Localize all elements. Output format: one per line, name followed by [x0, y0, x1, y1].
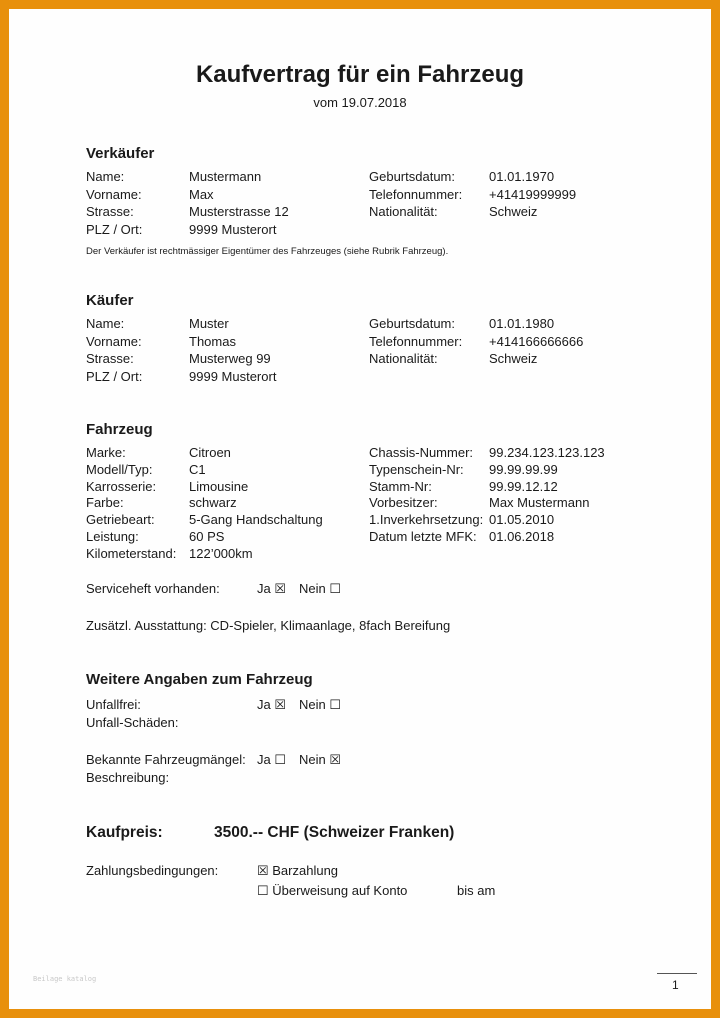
price-label: Kaufpreis:	[86, 824, 163, 841]
seller-heading: Verkäufer	[86, 145, 155, 162]
buyer-left-value: Musterweg 99	[189, 351, 271, 367]
vehicle-left-label: Farbe:	[86, 495, 124, 511]
vehicle-left-label: Karrosserie:	[86, 478, 157, 494]
payment-cash-checkbox[interactable]: ☒ Barzahlung	[257, 863, 339, 878]
price-value: 3500.-- CHF (Schweizer Franken)	[214, 824, 455, 841]
seller-right-label: Geburtsdatum:	[369, 169, 455, 184]
vehicle-left-label: Kilometerstand:	[86, 545, 177, 561]
vehicle-left-value: Limousine	[189, 478, 249, 494]
vehicle-right-value: 99.99.99.99	[489, 461, 558, 477]
buyer-left-label: Name:	[86, 316, 125, 331]
document-date: vom 19.07.2018	[313, 95, 407, 110]
vehicle-left-value: 60 PS	[189, 529, 225, 544]
vehicle-right-value: 99.99.12.12	[489, 478, 558, 494]
buyer-right-value: +414166666666	[489, 333, 584, 349]
seller-note: Der Verkäufer ist rechtmässiger Eigentümer des Fahrzeuges (siehe Rubrik Fahrzeug).	[86, 246, 449, 257]
seller-left-label: PLZ / Ort:	[86, 222, 143, 238]
buyer-right-value: Schweiz	[489, 351, 538, 367]
service-no-checkbox[interactable]: Nein ☐	[299, 581, 342, 596]
vehicle-right-label: Vorbesitzer:	[369, 495, 438, 511]
document-page	[9, 9, 711, 1009]
vehicle-right-value: 99.234.123.123.123	[489, 445, 605, 460]
seller-right-value: Schweiz	[489, 204, 538, 220]
page-number: 1	[672, 978, 679, 992]
footer-divider	[657, 973, 697, 974]
seller-left-value: Mustermann	[189, 169, 262, 184]
service-yes-checkbox[interactable]: Ja ☒	[257, 581, 286, 596]
vehicle-left-value: schwarz	[189, 495, 237, 511]
vehicle-left-label: Marke:	[86, 445, 126, 460]
payment-label: Zahlungsbedingungen:	[86, 863, 219, 878]
seller-left-value: 9999 Musterort	[189, 222, 277, 238]
buyer-right-label: Nationalität:	[369, 351, 438, 367]
seller-left-label: Strasse:	[86, 204, 134, 220]
extras-text: Zusätzl. Ausstattung: CD-Spieler, Klimaanlage, 8fach Bereifung	[86, 618, 451, 633]
vehicle-right-label: Stamm-Nr:	[369, 478, 432, 494]
seller-left-value: Max	[189, 186, 214, 202]
seller-left-value: Musterstrasse 12	[189, 204, 289, 220]
vehicle-heading: Fahrzeug	[86, 421, 153, 438]
more-heading: Weitere Angaben zum Fahrzeug	[86, 671, 313, 688]
defects-no-checkbox[interactable]: Nein ☒	[299, 752, 342, 767]
defects-yes-checkbox[interactable]: Ja ☐	[257, 752, 286, 767]
service-label: Serviceheft vorhanden:	[86, 581, 220, 596]
buyer-right-value: 01.01.1980	[489, 316, 555, 331]
vehicle-right-label: Chassis-Nummer:	[369, 445, 474, 460]
watermark-text: Beilage katalog	[33, 975, 97, 983]
buyer-left-label: Strasse:	[86, 351, 134, 367]
seller-right-label: Telefonnummer:	[369, 186, 463, 202]
vehicle-right-label: 1.Inverkehrsetzung:	[369, 512, 484, 528]
vehicle-right-value: Max Mustermann	[489, 495, 590, 511]
vehicle-left-label: Leistung:	[86, 529, 139, 544]
buyer-left-value: Thomas	[189, 333, 236, 349]
description-label: Beschreibung:	[86, 770, 170, 785]
defects-label: Bekannte Fahrzeugmängel:	[86, 752, 246, 767]
payment-until-label: bis am	[457, 883, 496, 898]
vehicle-left-value: 5-Gang Handschaltung	[189, 512, 323, 528]
document-title: Kaufvertrag für ein Fahrzeug	[195, 61, 525, 88]
vehicle-left-value: 122’000km	[189, 545, 253, 561]
seller-left-label: Name:	[86, 169, 125, 184]
buyer-left-label: Vorname:	[86, 333, 142, 349]
seller-right-value: 01.01.1970	[489, 169, 555, 184]
buyer-left-value: 9999 Musterort	[189, 369, 277, 385]
vehicle-right-label: Datum letzte MFK:	[369, 529, 477, 544]
payment-transfer-checkbox[interactable]: ☐ Überweisung auf Konto	[257, 883, 408, 898]
buyer-left-value: Muster	[189, 316, 229, 331]
vehicle-left-value: Citroen	[189, 445, 231, 460]
vehicle-right-label: Typenschein-Nr:	[369, 461, 464, 477]
accident-free-label: Unfallfrei:	[86, 697, 141, 712]
seller-right-label: Nationalität:	[369, 204, 438, 220]
buyer-left-label: PLZ / Ort:	[86, 369, 143, 385]
accident-free-yes-checkbox[interactable]: Ja ☒	[257, 697, 286, 712]
seller-right-value: +41419999999	[489, 186, 577, 202]
vehicle-right-value: 01.05.2010	[489, 512, 555, 528]
vehicle-left-label: Getriebeart:	[86, 512, 155, 528]
vehicle-left-label: Modell/Typ:	[86, 461, 153, 477]
seller-left-label: Vorname:	[86, 186, 142, 202]
vehicle-left-value: C1	[189, 461, 206, 477]
vehicle-right-value: 01.06.2018	[489, 529, 555, 544]
accident-free-no-checkbox[interactable]: Nein ☐	[299, 697, 342, 712]
buyer-right-label: Telefonnummer:	[369, 333, 463, 349]
buyer-right-label: Geburtsdatum:	[369, 316, 455, 331]
damage-label: Unfall-Schäden:	[86, 715, 179, 730]
buyer-heading: Käufer	[86, 292, 134, 309]
